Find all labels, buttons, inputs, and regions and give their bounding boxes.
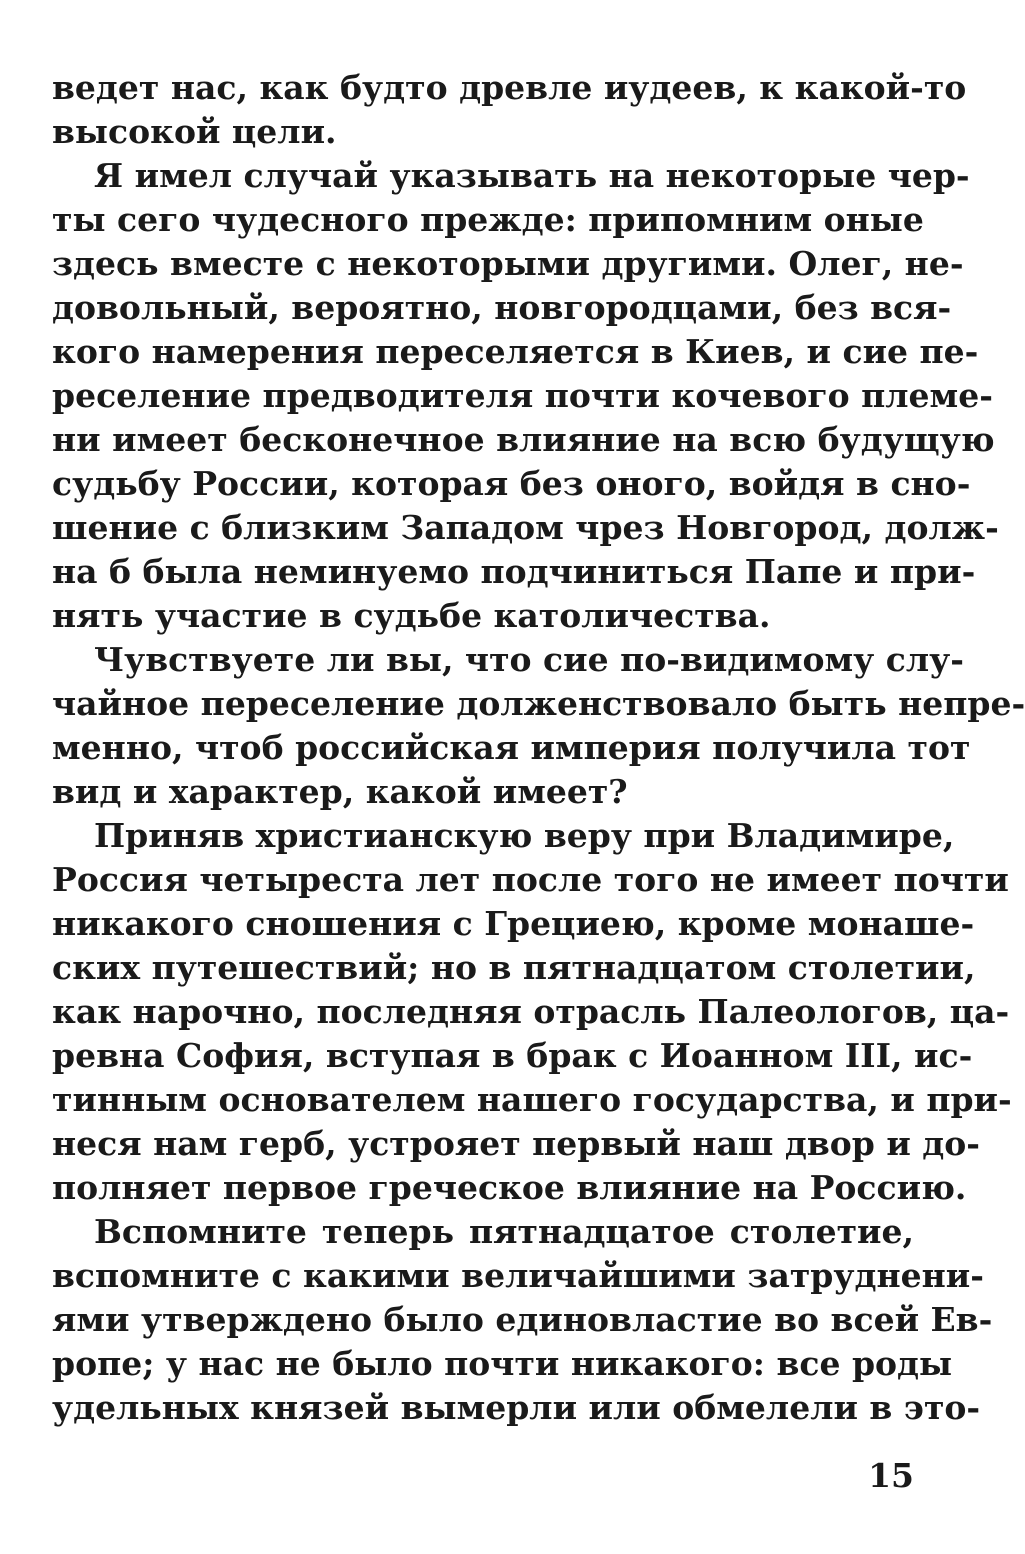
text-line: шение с близким Западом чрез Новгород, долж- bbox=[52, 508, 999, 547]
text-line: чайное переселение долженствовало быть непре- bbox=[52, 684, 1025, 723]
text-line: довольный, вероятно, новгородцами, без вся- bbox=[52, 288, 952, 327]
text-line: вспомните с какими величайшими затруднени- bbox=[52, 1256, 984, 1295]
text-line: ропе; у нас не было почти никакого: все роды bbox=[52, 1344, 953, 1383]
paragraph bbox=[52, 154, 999, 638]
text-line: высокой цели. bbox=[52, 112, 337, 151]
paragraph bbox=[52, 66, 967, 154]
page-number: 15 bbox=[868, 1456, 914, 1495]
text-line: никакого сношения с Грециею, кроме монаше- bbox=[52, 904, 975, 943]
paragraph bbox=[52, 638, 1025, 814]
text-line: ведет нас, как будто древле иудеев, к какой-то bbox=[52, 68, 967, 107]
text-line: как нарочно, последняя отрасль Палеологов, ца- bbox=[52, 992, 1010, 1031]
text-line: Чувствуете ли вы, что сие по-видимому слу- bbox=[94, 640, 964, 679]
text-line: тинным основателем нашего государства, и при- bbox=[52, 1080, 1012, 1119]
text-line: нять участие в судьбе католичества. bbox=[52, 596, 771, 635]
text-line: Россия четыреста лет после того не имеет почти bbox=[52, 860, 1009, 899]
text-line: полняет первое греческое влияние на Россию. bbox=[52, 1168, 967, 1207]
body-text bbox=[52, 66, 1025, 1430]
text-line: вид и характер, какой имеет? bbox=[52, 772, 628, 811]
text-line: неся нам герб, устрояет первый наш двор и до- bbox=[52, 1124, 980, 1163]
paragraph bbox=[52, 1210, 993, 1430]
text-line: Я имел случай указывать на некоторые чер- bbox=[94, 156, 970, 195]
text-line: Приняв христианскую веру при Владимире, bbox=[94, 816, 955, 855]
paragraph bbox=[52, 814, 1012, 1210]
text-line: ями утверждено было единовластие во всей Ев- bbox=[52, 1300, 993, 1339]
text-line: ни имеет бесконечное влияние на всю будущую bbox=[52, 420, 995, 459]
text-line: ты сего чудесного прежде: припомним оные bbox=[52, 200, 924, 239]
text-line: ревна София, вступая в брак с Иоанном III, ис- bbox=[52, 1036, 973, 1075]
text-line: Вспомните теперь пятнадцатое столетие, bbox=[94, 1212, 914, 1251]
text-line: ских путешествий; но в пятнадцатом столетии, bbox=[52, 948, 976, 987]
text-line: реселение предводителя почти кочевого племе- bbox=[52, 376, 993, 415]
text-line: судьбу России, которая без оного, войдя в сно- bbox=[52, 464, 971, 503]
text-line: кого намерения переселяется в Киев, и сие пе- bbox=[52, 332, 979, 371]
text-line: на б была неминуемо подчиниться Папе и при- bbox=[52, 552, 976, 591]
text-line: удельных князей вымерли или обмелели в это- bbox=[52, 1388, 981, 1427]
text-line: менно, чтоб российская империя получила тот bbox=[52, 728, 971, 767]
text-line: здесь вместе с некоторыми другими. Олег, не- bbox=[52, 244, 964, 283]
